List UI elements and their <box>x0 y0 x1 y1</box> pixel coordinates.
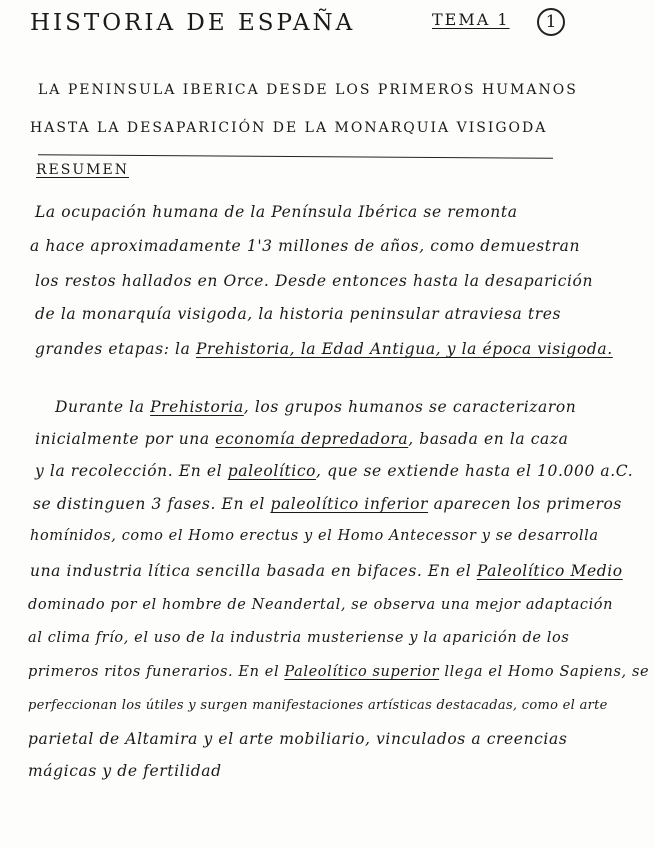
underlined-term: paleolítico <box>227 462 317 480</box>
text-run: inicialmente por una <box>35 430 216 448</box>
underlined-term: paleolítico inferior <box>270 495 429 513</box>
text-run: llega el Homo Sapiens, se <box>439 664 650 680</box>
paragraph-2-line: perfeccionan los útiles y surgen manifestaciones artísticas destacadas, como el arte <box>28 698 608 713</box>
paragraph-1-line: los restos hallados en Orce. Desde entonces hasta la desaparición <box>35 272 594 290</box>
paragraph-2-line <box>33 495 622 513</box>
paragraph-2-line: al clima frío, el uso de la industria musteriense y la aparición de los <box>28 630 570 646</box>
text-run: Durante la <box>55 398 151 416</box>
paragraph-2-line: homínidos, como el Homo erectus y el Homo Antecessor y se desarrolla <box>30 528 599 544</box>
paragraph-1-line: de la monarquía visigoda, la historia peninsular atraviesa tres <box>35 305 562 323</box>
paragraph-2-line: parietal de Altamira y el arte mobiliario, vinculados a creencias <box>28 730 568 748</box>
paragraph-2-line <box>30 562 623 580</box>
paragraph-2-line <box>55 398 576 416</box>
page-number: 1 <box>537 8 565 36</box>
text-run: se distinguen 3 fases. En el <box>33 495 271 513</box>
tema-label: TEMA 1 <box>432 10 510 29</box>
underlined-term: Prehistoria <box>150 398 244 416</box>
paragraph-2-line: mágicas y de fertilidad <box>28 762 222 780</box>
paragraph-1-line: La ocupación humana de la Península Ibérica se remonta <box>35 203 518 221</box>
paragraph-2-line: dominado por el hombre de Neandertal, se observa una mejor adaptación <box>28 597 614 613</box>
text-run: primeros ritos funerarios. En el <box>28 664 285 680</box>
underlined-term: Paleolítico superior <box>284 664 440 680</box>
text-run: , basada en la caza <box>408 430 569 448</box>
text-run: aparecen los primeros <box>428 495 622 513</box>
paragraph-1-underlined: Prehistoria, la Edad Antigua, y la época visigoda. <box>195 340 613 358</box>
subtitle-line-1: LA PENINSULA IBERICA DESDE LOS PRIMEROS HUMANOS <box>38 82 578 98</box>
paragraph-2-line <box>35 462 633 480</box>
paragraph-2-line <box>35 430 569 448</box>
paragraph-2-line <box>28 664 649 680</box>
section-label: RESUMEN <box>36 162 129 178</box>
text-run: , los grupos humanos se caracterizaron <box>243 398 577 416</box>
text-run: y la recolección. En el <box>35 462 228 480</box>
page-title: HISTORIA DE ESPAÑA <box>30 10 356 36</box>
subtitle-line-2: HASTA LA DESAPARICIÓN DE LA MONARQUIA VISIGODA <box>30 120 548 136</box>
underlined-term: economía depredadora <box>215 430 409 448</box>
text-run: una industria lítica sencilla basada en bifaces. En el <box>30 562 477 580</box>
text-run: , que se extiende hasta el 10.000 a.C. <box>316 462 634 480</box>
paragraph-1-line: a hace aproximadamente 1'3 millones de años, como demuestran <box>30 237 581 255</box>
divider-rule <box>38 154 553 159</box>
paragraph-1-lead: grandes etapas: la <box>35 340 196 358</box>
underlined-term: Paleolítico Medio <box>476 562 623 580</box>
paragraph-1-line <box>35 340 613 358</box>
